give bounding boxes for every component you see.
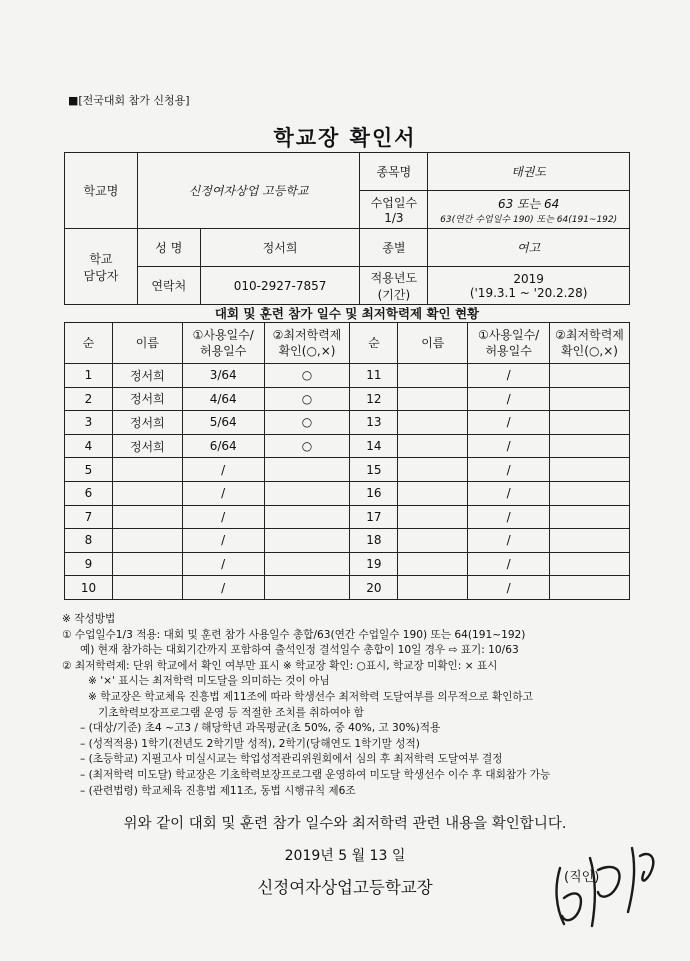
seal-label: (직인) (564, 870, 600, 885)
year-value-cell (428, 267, 630, 305)
cell-days-2: / (468, 434, 550, 458)
cell-check-2 (550, 481, 630, 505)
note-1: ① 수업일수1/3 적용: 대회 및 훈련 참가 사용일수 총합/63(연간 수업일수 190) 또는 64(191~192) (62, 628, 526, 641)
cell-name-2 (398, 364, 468, 388)
sport-label: 종목명 (360, 153, 428, 191)
cell-name-2 (398, 387, 468, 411)
cell-no-2: 13 (350, 411, 398, 435)
cell-check (264, 529, 350, 553)
cell-no-2: 20 (350, 576, 398, 600)
cell-no-2: 16 (350, 481, 398, 505)
cell-check-2 (550, 552, 630, 576)
header-check-2: 확인(○,×) (278, 344, 336, 358)
cell-check (264, 505, 350, 529)
cell-days: / (182, 458, 264, 482)
class-days-value (428, 191, 630, 229)
gender-label: 종별 (360, 229, 428, 267)
cell-no: 3 (65, 411, 113, 435)
instructions (62, 612, 642, 799)
header-check-b-2: 확인(○,×) (561, 344, 618, 358)
table-row (65, 458, 630, 482)
cell-check (264, 576, 350, 600)
year-label (360, 267, 428, 305)
class-days-main: 63 또는 64 (497, 196, 560, 211)
cell-check-2 (550, 411, 630, 435)
note-5: – (대상/기준) 초4 ~고3 / 해당학년 과목평균(초 50%, 중 40%, 고 30%)적용 (80, 722, 441, 735)
cell-no: 6 (65, 481, 113, 505)
cell-name (112, 529, 182, 553)
cell-name-2 (398, 505, 468, 529)
cell-days-2: / (468, 505, 550, 529)
cell-days-2: / (468, 364, 550, 388)
table-row (65, 481, 630, 505)
note-8: – (최저학력 미도달) 학교장은 기초학력보장프로그램 운영하여 미도달 학생선수 이수 후 대회참가 가능 (80, 768, 551, 781)
period-value: ('19.3.1 ~ '20.2.28) (469, 285, 588, 300)
cell-check-2 (550, 529, 630, 553)
note-7: – (초등학교) 지필고사 미실시교는 학업성적관리위원회에서 심의 후 최저학력 도달여부 결정 (80, 753, 503, 766)
note-4b: 기초학력보장프로그램 운영 등 적절한 조치를 취하여야 함 (98, 706, 364, 719)
cell-no-2: 12 (350, 387, 398, 411)
manager-label-2: 담당자 (83, 268, 119, 283)
table-row (65, 529, 630, 553)
header-check (264, 323, 350, 364)
cell-no-2: 11 (350, 364, 398, 388)
cell-no-2: 15 (350, 458, 398, 482)
cell-no-2: 17 (350, 505, 398, 529)
cell-check-2 (550, 364, 630, 388)
cell-days: / (182, 481, 264, 505)
header-no: 순 (65, 323, 113, 364)
header-check-b-1: ②최저학력제 (555, 328, 624, 342)
form-tag: ■[전국대회 참가 신청용] (68, 94, 190, 107)
cell-name-2 (398, 529, 468, 553)
cell-days-2: / (468, 529, 550, 553)
year-value: 2019 (513, 271, 544, 286)
note-1b: 예) 현재 참가하는 대회기간까지 포함하여 출석인정 결석일수 총합이 10일 경우 ⇨ 표기: 10/63 (80, 644, 519, 657)
cell-days-2: / (468, 552, 550, 576)
cell-check-2 (550, 576, 630, 600)
gender-value: 여고 (428, 229, 630, 267)
class-days-label-text: 수업일수 (370, 196, 418, 210)
header-name-2: 이름 (398, 323, 468, 364)
cell-name-2 (398, 552, 468, 576)
header-days-b-1: ①사용일수/ (478, 328, 540, 342)
header-days-1: ①사용일수/ (192, 328, 254, 342)
cell-days-2: / (468, 458, 550, 482)
header-days-2: 허용일수 (199, 344, 247, 358)
class-days-detail: 63(연간 수업일수 190) 또는 64(191~192) (440, 214, 618, 225)
cell-name: 정서희 (112, 411, 182, 435)
cell-days: 6/64 (182, 434, 264, 458)
cell-check: ○ (264, 364, 350, 388)
cell-days: / (182, 576, 264, 600)
cell-name (112, 552, 182, 576)
manager-label-1: 학교 (89, 251, 113, 266)
year-label-2: (기간) (377, 287, 411, 302)
cell-check: ○ (264, 411, 350, 435)
table-header (65, 323, 630, 364)
contact-label: 연락처 (137, 267, 200, 305)
cell-check: ○ (264, 387, 350, 411)
name-value: 정서희 (200, 229, 360, 267)
cell-name-2 (398, 411, 468, 435)
info-table (64, 152, 630, 305)
cell-days-2: / (468, 411, 550, 435)
header-check-1: ②최저학력제 (272, 328, 342, 342)
cell-name-2 (398, 576, 468, 600)
cell-name: 정서희 (112, 387, 182, 411)
note-3: ※ '×' 표시는 최저학력 미도달을 의미하는 것이 아님 (88, 675, 330, 688)
cell-no: 10 (65, 576, 113, 600)
cell-name: 정서희 (112, 434, 182, 458)
note-6: – (성적적용) 1학기(전년도 2학기말 성적), 2학기(당해연도 1학기말 성적) (80, 737, 420, 750)
confirmation-text: 위와 같이 대회 및 훈련 참가 일수와 최저학력 관련 내용을 확인합니다. (123, 816, 567, 832)
cell-no: 9 (65, 552, 113, 576)
table-row (65, 387, 630, 411)
cell-name (112, 458, 182, 482)
table-row (65, 434, 630, 458)
cell-check (264, 481, 350, 505)
cell-check: ○ (264, 434, 350, 458)
class-days-fraction: 1/3 (384, 211, 404, 225)
cell-check-2 (550, 387, 630, 411)
name-label: 성 명 (137, 229, 200, 267)
section-title: 대회 및 훈련 참가 일수 및 최저학력제 확인 현황 (214, 306, 480, 321)
table-row (65, 364, 630, 388)
cell-days: 3/64 (182, 364, 264, 388)
cell-name (112, 576, 182, 600)
notes-heading: ※ 작성방법 (62, 613, 116, 625)
cell-name-2 (398, 434, 468, 458)
header-days (182, 323, 264, 364)
header-days-b-2: 허용일수 (485, 344, 532, 358)
cell-check (264, 552, 350, 576)
cell-check-2 (550, 505, 630, 529)
cell-name (112, 505, 182, 529)
school-name: 신정여자상업 고등학교 (137, 153, 360, 229)
cell-name (112, 481, 182, 505)
cell-name: 정서희 (112, 364, 182, 388)
manager-label (65, 229, 138, 305)
header-check-b (550, 323, 630, 364)
cell-no-2: 19 (350, 552, 398, 576)
cell-name-2 (398, 458, 468, 482)
cell-no: 5 (65, 458, 113, 482)
issue-date: 2019년 5 월 13 일 (284, 848, 406, 864)
cell-no-2: 14 (350, 434, 398, 458)
cell-check-2 (550, 458, 630, 482)
sport-value: 태권도 (428, 153, 630, 191)
signature-image (540, 828, 670, 938)
cell-name-2 (398, 481, 468, 505)
note-2: ② 최저학력제: 단위 학교에서 확인 여부만 표시 ※ 학교장 확인: ○표시, 학교장 미확인: × 표시 (62, 659, 498, 672)
cell-no: 4 (65, 434, 113, 458)
cell-no: 8 (65, 529, 113, 553)
document-title: 학교장 확인서 (273, 126, 417, 150)
year-label-1: 적용년도 (370, 270, 418, 285)
cell-days: / (182, 505, 264, 529)
cell-check (264, 458, 350, 482)
cell-days: / (182, 552, 264, 576)
cell-days: 5/64 (182, 411, 264, 435)
note-9: – (관련법령) 학교체육 진흥법 제11조, 동법 시행규칙 제6조 (80, 784, 356, 797)
header-name: 이름 (112, 323, 182, 364)
cell-no-2: 18 (350, 529, 398, 553)
note-4: ※ 학교장은 학교체육 진흥법 제11조에 따라 학생선수 최저학력 도달여부를 의무적으로 확인하고 (88, 690, 533, 703)
cell-check-2 (550, 434, 630, 458)
cell-days-2: / (468, 576, 550, 600)
school-label: 학교명 (65, 153, 138, 229)
class-days-label (360, 191, 428, 229)
table-row (65, 411, 630, 435)
cell-no: 7 (65, 505, 113, 529)
header-days-b (468, 323, 550, 364)
participation-table (64, 322, 630, 600)
cell-no: 2 (65, 387, 113, 411)
cell-no: 1 (65, 364, 113, 388)
cell-days-2: / (468, 481, 550, 505)
cell-days-2: / (468, 387, 550, 411)
header-no-2: 순 (350, 323, 398, 364)
cell-days: 4/64 (182, 387, 264, 411)
contact-value: 010-2927-7857 (200, 267, 360, 305)
table-row (65, 576, 630, 600)
table-row (65, 505, 630, 529)
principal-name: 신정여자상업고등학교장 (257, 878, 433, 897)
table-row (65, 552, 630, 576)
cell-days: / (182, 529, 264, 553)
